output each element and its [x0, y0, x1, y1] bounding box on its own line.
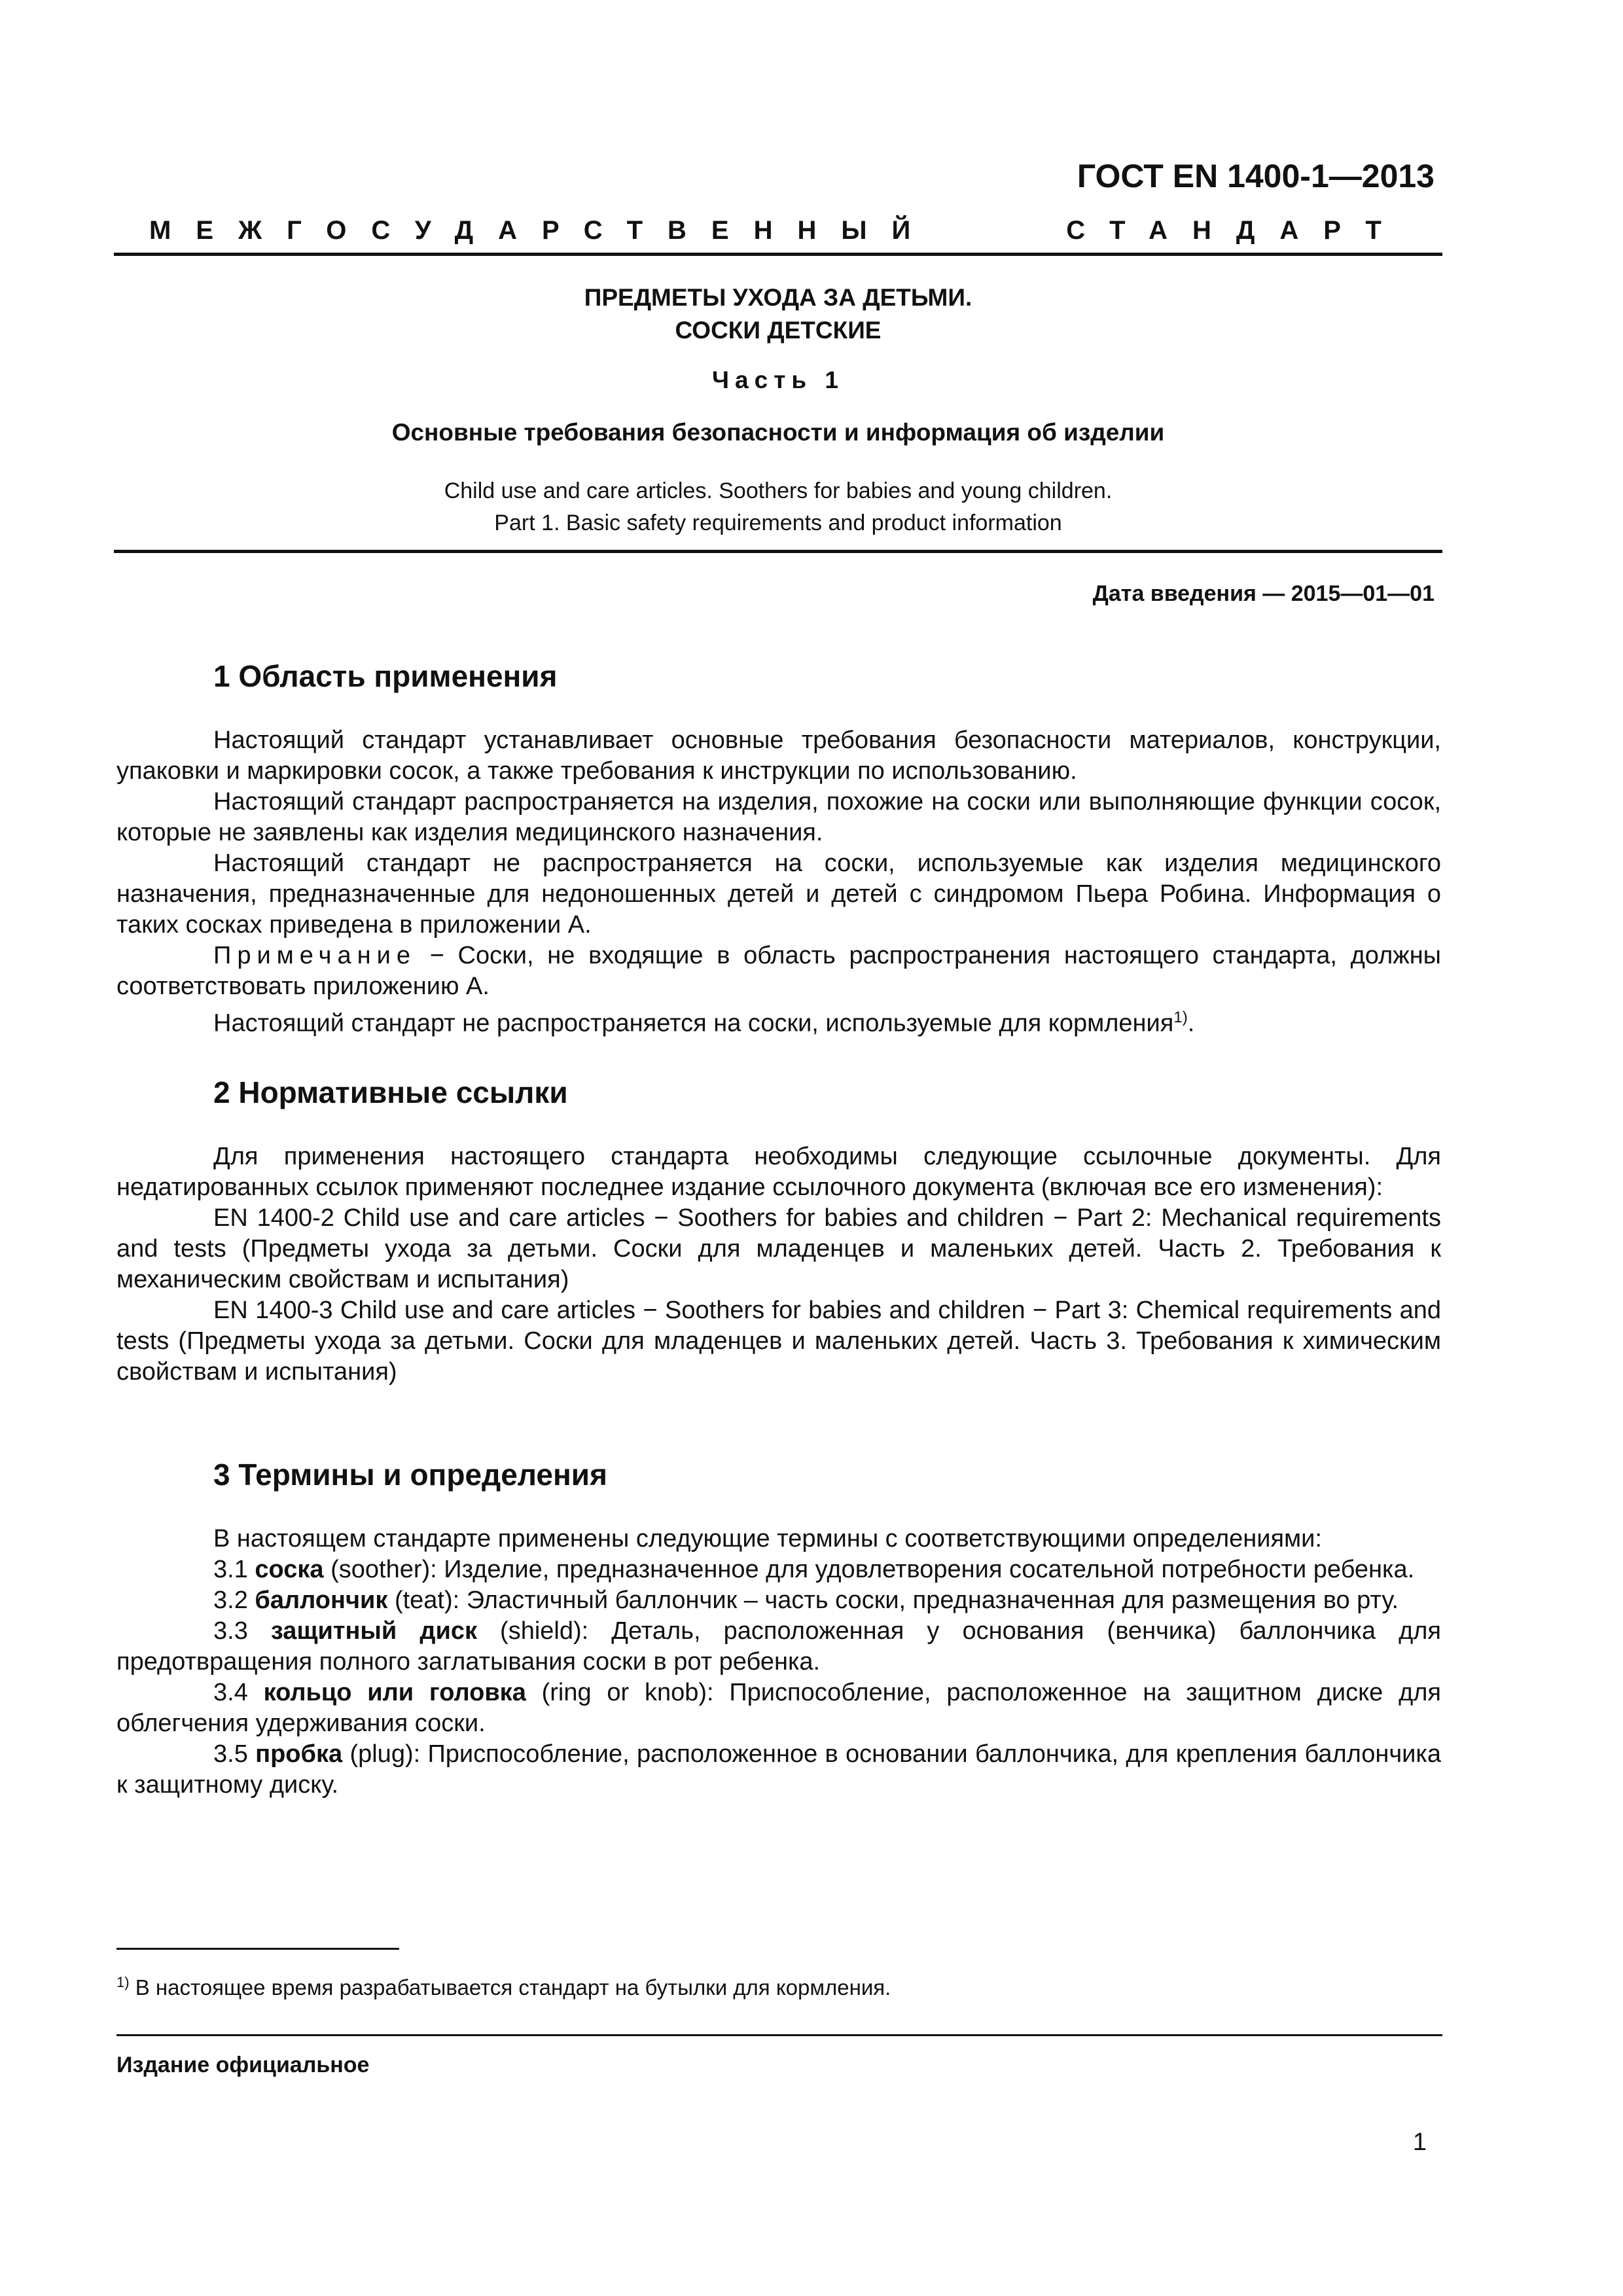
- edition-label: Издание официальное: [116, 2053, 370, 2077]
- english-title: [114, 475, 1442, 539]
- term-3-4: 3.4 кольцо или головка (ring or knob): Приспособление, расположенное на защитном диске для облегчения удерживания соски.: [116, 1679, 1441, 1737]
- title-line-1: ПРЕДМЕТЫ УХОДА ЗА ДЕТЬМИ.: [584, 284, 972, 311]
- subtitle: Основные требования безопасности и информация об изделии: [391, 419, 1165, 446]
- term-3-5: 3.5 пробка (plug): Приспособление, расположенное в основании баллончика, для крепления баллончика к защитному диску.: [116, 1740, 1441, 1799]
- footnote-marker: 1): [116, 1974, 130, 1990]
- note-label: Примечание: [213, 942, 416, 969]
- document-title: [114, 281, 1442, 347]
- footnote-text: В настоящее время разрабатывается стандарт на бутылки для кормления.: [129, 1975, 891, 2000]
- section-3-heading: 3 Термины и определения: [213, 1458, 607, 1492]
- title-line-2: СОСКИ ДЕТСКИЕ: [675, 317, 882, 344]
- section-1-note: Примечание − Соски, не входящие в область распространения настоящего стандарта, должны соответствовать приложению А.: [116, 942, 1441, 1000]
- standard-type-word2: СТАНДАРТ: [1066, 216, 1406, 245]
- english-title-line-2: Part 1. Basic safety requirements and product information: [494, 511, 1062, 535]
- standard-type: [149, 216, 1406, 245]
- section-1-paragraph-3: Настоящий стандарт не распространяется на соски, используемые как изделия медицинского назначения, предназначенные для недоношенных детей и детей с синдромом Пьера Робина. Информация о таких сосках приведена в приложении А.: [116, 850, 1441, 939]
- footnote: [116, 1974, 891, 2000]
- page-number: 1: [1412, 2128, 1427, 2156]
- section-2-body: [116, 1141, 1441, 1388]
- section-1-paragraph-1: Настоящий стандарт устанавливает основные требования безопасности материалов, конструкции, упаковки и маркировки сосок, а также требования к инструкции по использованию.: [116, 726, 1441, 785]
- section-2-paragraph-1: Для применения настоящего стандарта необходимы следующие ссылочные документы. Для недатированных ссылок применяют последнее издание ссылочного документа (включая все его изменения):: [116, 1143, 1441, 1201]
- effective-date: Дата введения — 2015—01—01: [1092, 581, 1435, 606]
- header-rule: [114, 253, 1442, 256]
- bottom-rule: [116, 2034, 1442, 2036]
- section-2-reference-1: EN 1400-2 Child use and care articles − Soothers for babies and children − Part 2: Mechanical requirements and tests (Предметы ухода за детьми. Соски для младенцев и маленьких детей. Часть 2. Требования к механическим свойствам и испытания): [116, 1204, 1441, 1293]
- section-3-intro: В настоящем стандарте применены следующие термины с соответствующими определениями:: [213, 1525, 1322, 1552]
- section-1-paragraph-4: Настоящий стандарт не распространяется на соски, используемые для кормления$^{1)}$.: [213, 1009, 1195, 1037]
- standard-type-word1: МЕЖГОСУДАРСТВЕННЫЙ: [149, 216, 936, 245]
- part-label: Часть 1: [712, 367, 844, 393]
- title-rule: [114, 550, 1442, 553]
- standard-code: ГОСТ EN 1400-1—2013: [1077, 158, 1435, 194]
- footnote-ref: 1): [1173, 1009, 1188, 1026]
- term-3-1: 3.1 соска (soother): Изделие, предназначенное для удовлетворения сосательной потребности ребенка.: [213, 1556, 1415, 1583]
- footnote-rule: [116, 1948, 399, 1950]
- term-3-3: 3.3 защитный диск (shield): Деталь, расположенная у основания (венчика) баллончика для предотвращения полного заглатывания соски в рот ребенка.: [116, 1617, 1441, 1676]
- section-1-body: [116, 725, 1441, 1039]
- section-2-reference-2: EN 1400-3 Child use and care articles − Soothers for babies and children − Part 3: Chemical requirements and tests (Предметы ухода за детьми. Соски для младенцев и маленьких детей. Часть 3. Требования к химическим свойствам и испытания): [116, 1297, 1441, 1386]
- term-3-2: 3.2 баллончик (teat): Эластичный баллончик – часть соски, предназначенная для размещения во рту.: [213, 1587, 1399, 1614]
- section-1-paragraph-2: Настоящий стандарт распространяется на изделия, похожие на соски или выполняющие функции сосок, которые не заявлены как изделия медицинского назначения.: [116, 788, 1441, 846]
- section-1-heading: 1 Область применения: [213, 659, 558, 693]
- section-2-heading: 2 Нормативные ссылки: [213, 1075, 568, 1109]
- english-title-line-1: Child use and care articles. Soothers for babies and young children.: [444, 478, 1113, 503]
- section-3-body: [116, 1524, 1441, 1801]
